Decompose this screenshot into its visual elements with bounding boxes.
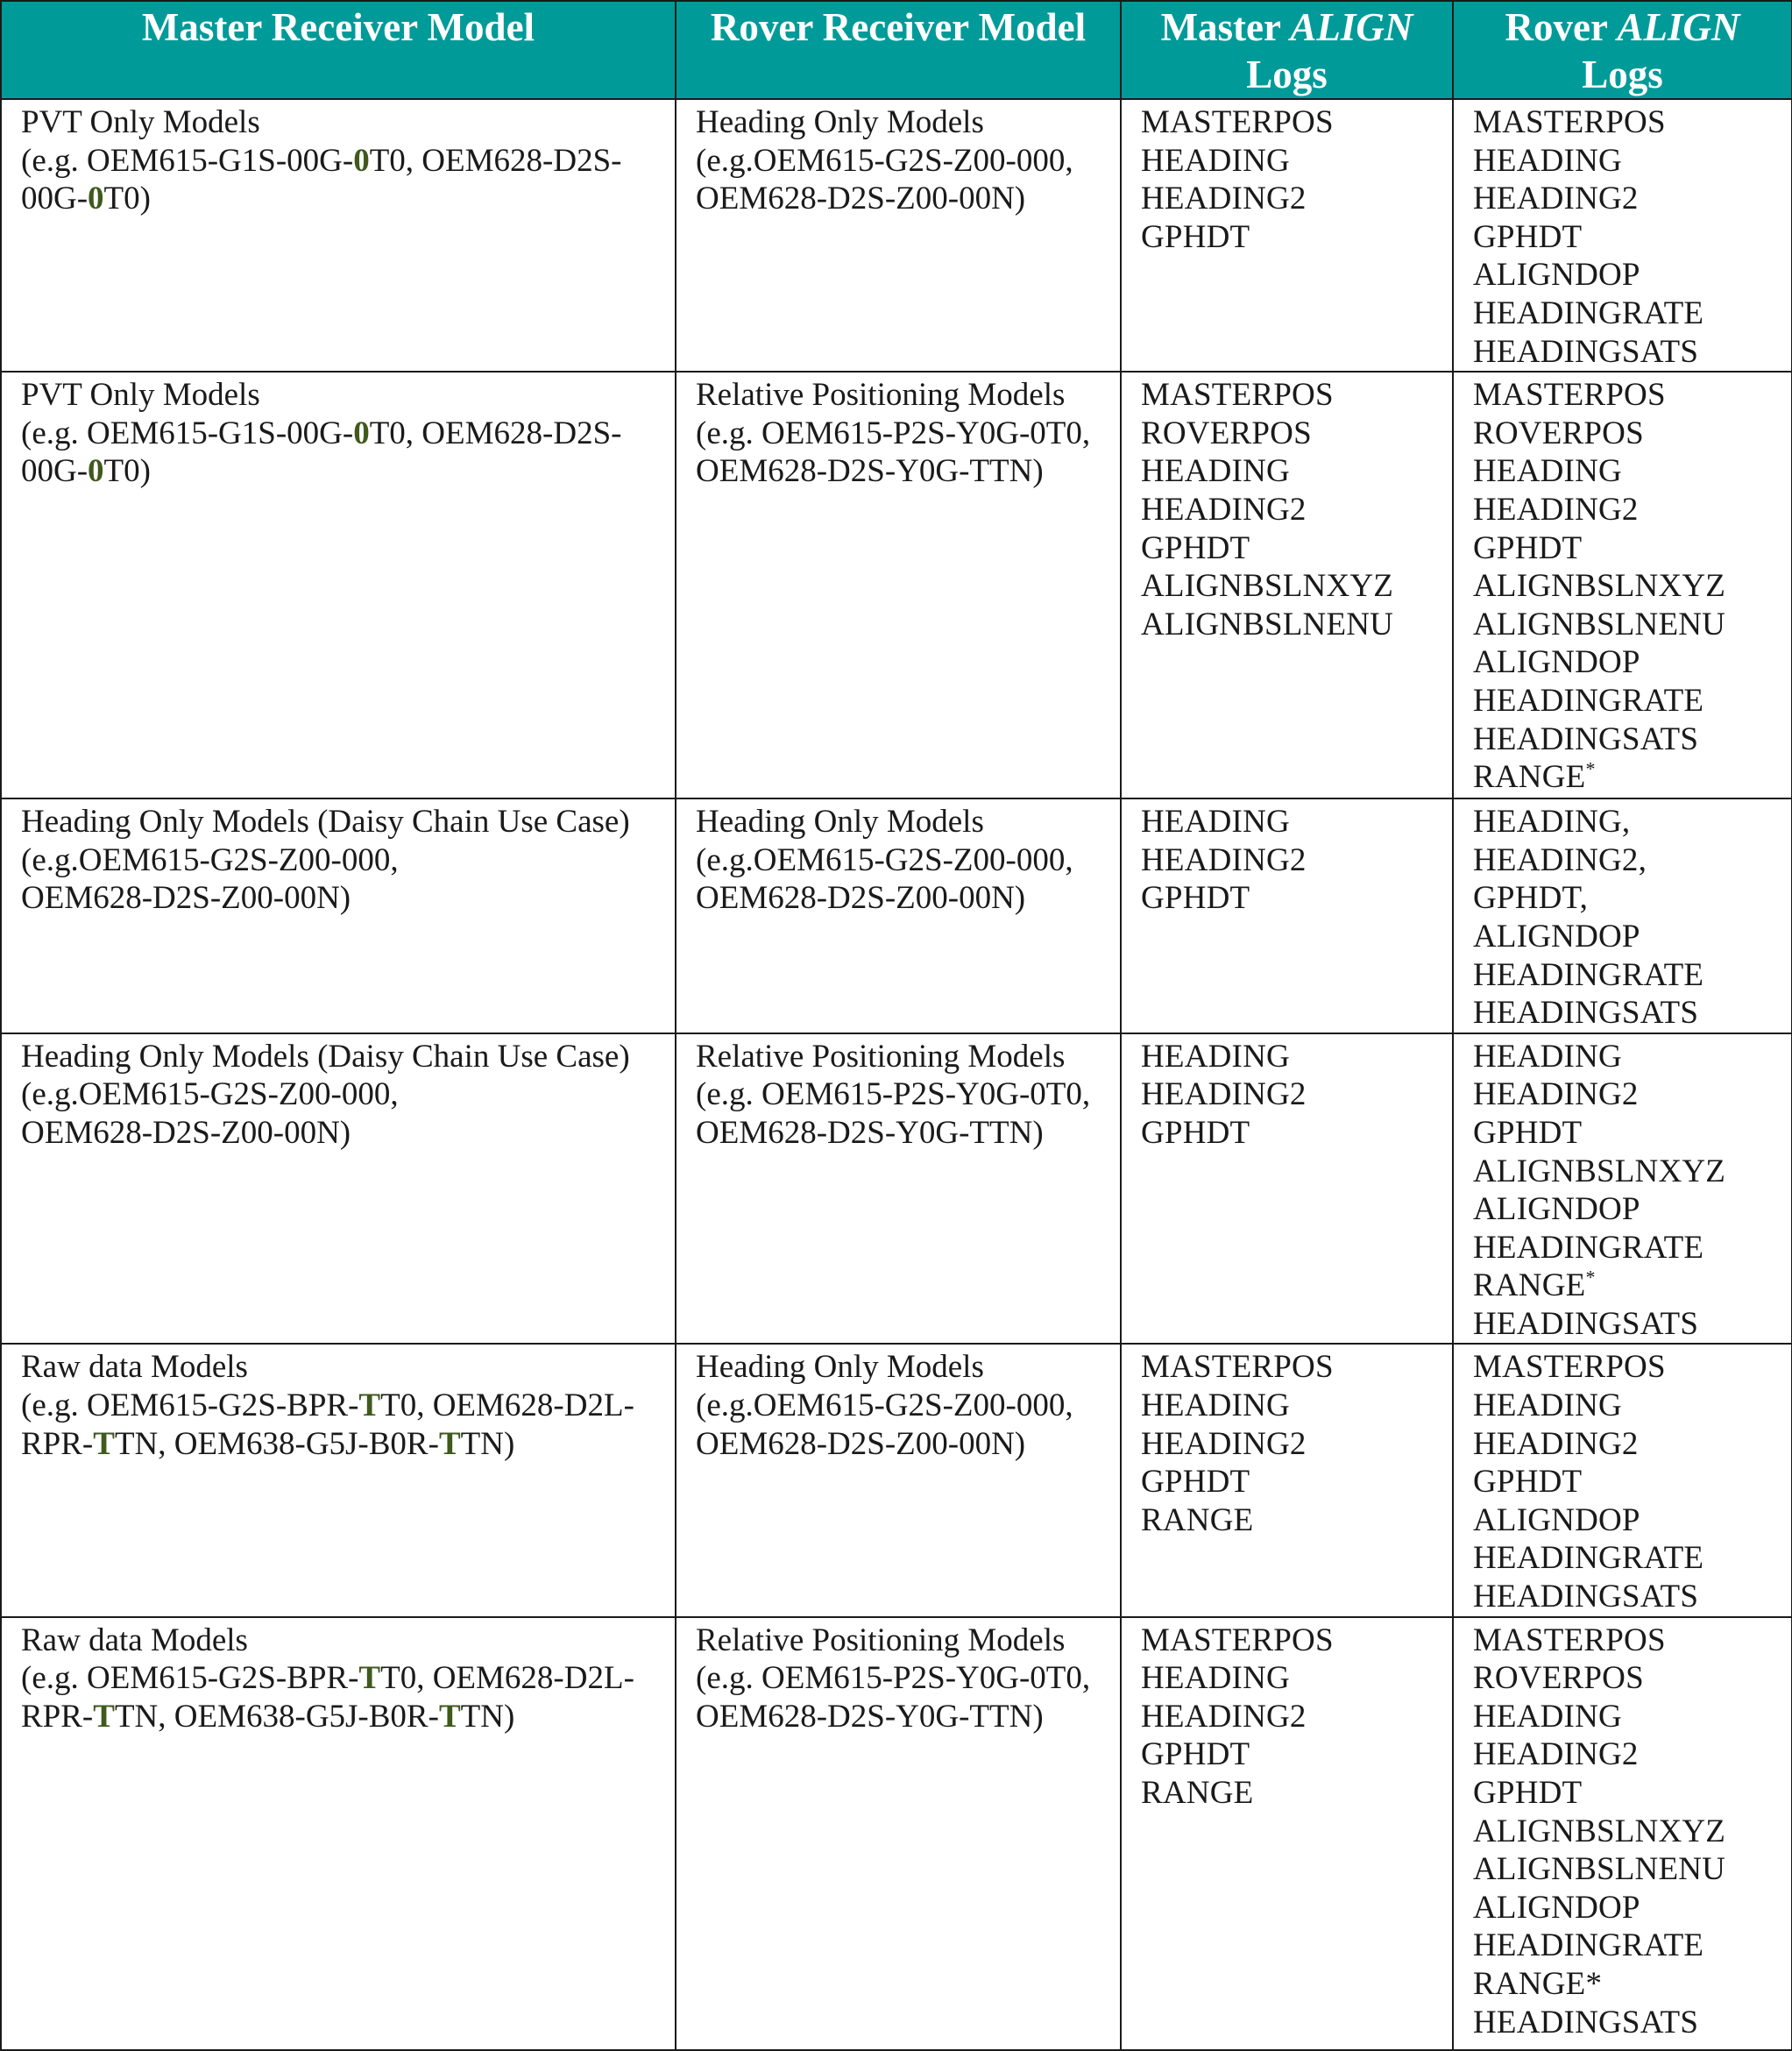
log-name: HEADINGSATS: [1473, 2004, 1699, 2040]
master-logs-cell: [1121, 1344, 1453, 1616]
log-name: MASTERPOS: [1141, 1349, 1334, 1386]
log-name: RANGE: [1141, 1775, 1254, 1811]
log-name: ALIGNBSLNXYZ: [1141, 568, 1394, 605]
model-example-line: (e.g.OEM615-G2S-Z00-000,: [696, 1387, 1073, 1424]
highlighted-char: T: [438, 1698, 461, 1735]
master-model-cell: [1, 1617, 676, 2050]
log-name: GPHDT: [1141, 1464, 1250, 1501]
rover-model-cell: [676, 1033, 1121, 1345]
master-model-cell: [1, 798, 676, 1033]
log-name: ALIGNDOP: [1473, 644, 1640, 681]
log-name: ALIGNDOP: [1473, 918, 1640, 955]
header-master-receiver-model: [1, 1, 676, 99]
footnote-marker: *: [1585, 757, 1596, 780]
model-title: Raw data Models: [21, 1622, 248, 1658]
model-example-line: OEM628-D2S-Z00-00N): [696, 1425, 1026, 1462]
log-name: GPHDT: [1141, 529, 1250, 566]
log-name: HEADING: [1141, 804, 1290, 841]
log-name: HEADING2: [1141, 1698, 1307, 1735]
rover-logs-cell: [1453, 1617, 1792, 2050]
header-rover-align-logs: [1453, 1, 1792, 99]
model-example-line: (e.g. OEM615-G1S-00G-0T0, OEM628-D2S-: [21, 142, 622, 179]
header-label-em: ALIGN: [1290, 5, 1413, 49]
model-title: Raw data Models: [21, 1349, 248, 1386]
log-name: HEADING2: [1141, 1076, 1307, 1113]
model-example-line: (e.g.OEM615-G2S-Z00-000,: [21, 1076, 399, 1113]
log-name: HEADING: [1141, 1038, 1290, 1075]
log-name: RANGE: [1141, 1501, 1254, 1538]
table-row: [1, 1344, 1792, 1616]
header-label: Master Receiver Model: [141, 5, 535, 49]
log-name: HEADING: [1473, 453, 1622, 490]
table-row: [1, 1033, 1792, 1345]
header-label-em: ALIGN: [1617, 5, 1740, 49]
log-name: HEADINGSATS: [1473, 995, 1699, 1032]
log-name: HEADINGSATS: [1473, 1579, 1699, 1615]
log-name: GPHDT: [1141, 1114, 1250, 1151]
rover-model-cell: [676, 372, 1121, 798]
header-master-align-logs: [1121, 1, 1453, 99]
model-title: Heading Only Models: [696, 1349, 984, 1386]
log-name: ROVERPOS: [1473, 415, 1644, 451]
log-name: ALIGNBSLNENU: [1141, 606, 1394, 642]
header-label: Master: [1160, 5, 1291, 49]
log-name: HEADINGRATE: [1473, 682, 1704, 719]
log-name: GPHDT: [1141, 218, 1250, 255]
log-name: HEADING: [1473, 1387, 1622, 1424]
header-label: Logs: [1582, 53, 1663, 96]
rover-logs-cell: [1453, 798, 1792, 1033]
master-model-cell: [1, 372, 676, 798]
model-title: Heading Only Models: [696, 104, 984, 140]
model-example-line: OEM628-D2S-Z00-00N): [696, 181, 1026, 217]
log-name: HEADING: [1141, 142, 1290, 179]
master-model-cell: [1, 1033, 676, 1345]
master-logs-cell: [1121, 798, 1453, 1033]
model-example-line: OEM628-D2S-Z00-00N): [21, 1114, 351, 1151]
log-name: ALIGNDOP: [1473, 1191, 1640, 1228]
log-name: MASTERPOS: [1473, 377, 1666, 414]
log-name: HEADINGRATE: [1473, 1229, 1704, 1266]
model-title: PVT Only Models: [21, 377, 260, 414]
log-name: HEADING,: [1473, 804, 1631, 841]
model-example-line: RPR-TTN, OEM638-G5J-B0R-TTN): [21, 1698, 515, 1735]
log-name: HEADING2: [1141, 841, 1307, 878]
log-name: HEADING2: [1473, 181, 1639, 217]
log-name: HEADING2: [1473, 491, 1639, 528]
highlighted-char: 0: [353, 142, 370, 179]
log-name: HEADING2: [1141, 491, 1307, 528]
log-name: HEADINGSATS: [1473, 720, 1699, 757]
model-title: Relative Positioning Models: [696, 1622, 1066, 1658]
model-example-line: (e.g. OEM615-G1S-00G-0T0, OEM628-D2S-: [21, 415, 622, 451]
log-name: HEADING: [1141, 453, 1290, 490]
log-name: HEADINGRATE: [1473, 1927, 1704, 1964]
rover-model-cell: [676, 1344, 1121, 1616]
log-name: HEADING: [1473, 142, 1622, 179]
log-name: GPHDT: [1473, 218, 1583, 255]
log-name: GPHDT: [1473, 1464, 1583, 1501]
log-name: GPHDT: [1473, 1775, 1583, 1811]
log-name: HEADING: [1141, 1660, 1290, 1697]
log-name: HEADING2: [1141, 181, 1307, 217]
log-name: HEADING2: [1473, 1076, 1639, 1113]
master-model-cell: [1, 99, 676, 372]
highlighted-char: T: [358, 1387, 381, 1424]
log-name: HEADINGSATS: [1473, 1305, 1699, 1342]
log-name: HEADINGRATE: [1473, 1540, 1704, 1577]
highlighted-char: 0: [88, 181, 104, 217]
rover-logs-cell: [1453, 1033, 1792, 1345]
log-name: HEADING2: [1473, 1425, 1639, 1462]
master-logs-cell: [1121, 372, 1453, 798]
header-row: [1, 1, 1792, 99]
rover-model-cell: [676, 1617, 1121, 2050]
model-title: Heading Only Models (Daisy Chain Use Case): [21, 1038, 630, 1075]
model-example-line: (e.g.OEM615-G2S-Z00-000,: [696, 142, 1073, 179]
log-name: ALIGNBSLNXYZ: [1473, 1153, 1726, 1189]
log-name: GPHDT: [1473, 529, 1583, 566]
master-logs-cell: [1121, 99, 1453, 372]
log-name: ALIGNBSLNXYZ: [1473, 568, 1726, 605]
model-example-line: (e.g.OEM615-G2S-Z00-000,: [21, 841, 399, 878]
model-example-line: OEM628-D2S-Y0G-TTN): [696, 1698, 1044, 1735]
log-name: GPHDT: [1473, 1114, 1583, 1151]
model-example-line: OEM628-D2S-Z00-00N): [696, 880, 1026, 917]
rover-logs-cell: [1453, 372, 1792, 798]
model-example-line: RPR-TTN, OEM638-G5J-B0R-TTN): [21, 1425, 515, 1462]
header-label: Rover: [1505, 5, 1618, 49]
model-title: Relative Positioning Models: [696, 377, 1066, 414]
log-name: HEADINGSATS: [1473, 333, 1699, 370]
log-name: ALIGNDOP: [1473, 1501, 1640, 1538]
log-name: MASTERPOS: [1473, 1349, 1666, 1386]
model-example-line: (e.g. OEM615-P2S-Y0G-0T0,: [696, 1076, 1091, 1113]
model-example-line: (e.g. OEM615-P2S-Y0G-0T0,: [696, 1660, 1091, 1697]
model-title: PVT Only Models: [21, 104, 260, 140]
log-name: HEADING: [1473, 1698, 1622, 1735]
log-name: HEADING2,: [1473, 841, 1647, 878]
table-row: [1, 798, 1792, 1033]
log-name: HEADING: [1473, 1038, 1622, 1075]
log-name: MASTERPOS: [1141, 104, 1334, 140]
log-name: ALIGNBSLNENU: [1473, 606, 1726, 642]
model-title: Heading Only Models (Daisy Chain Use Case): [21, 804, 630, 841]
log-name: ROVERPOS: [1473, 1660, 1644, 1697]
log-name: MASTERPOS: [1473, 104, 1666, 140]
rover-model-cell: [676, 798, 1121, 1033]
master-model-cell: [1, 1344, 676, 1616]
log-name: ALIGNBSLNENU: [1473, 1851, 1726, 1888]
log-name: ALIGNDOP: [1473, 1889, 1640, 1926]
model-example-line: (e.g. OEM615-G2S-BPR-TT0, OEM628-D2L-: [21, 1660, 634, 1697]
highlighted-char: 0: [353, 415, 370, 451]
highlighted-char: 0: [88, 453, 104, 490]
model-example-line: OEM628-D2S-Y0G-TTN): [696, 1114, 1044, 1151]
model-example-line: 00G-0T0): [21, 453, 151, 490]
highlighted-char: T: [438, 1425, 461, 1462]
footnote-marker: *: [1585, 1266, 1596, 1288]
log-name: ROVERPOS: [1141, 415, 1312, 451]
model-example-line: OEM628-D2S-Z00-00N): [21, 880, 351, 917]
log-name: RANGE*: [1473, 1266, 1596, 1304]
log-name: HEADING: [1141, 1387, 1290, 1424]
log-name: GPHDT: [1141, 1736, 1250, 1773]
highlighted-char: T: [93, 1425, 115, 1462]
highlighted-char: T: [93, 1698, 115, 1735]
master-logs-cell: [1121, 1033, 1453, 1345]
model-example-line: OEM628-D2S-Y0G-TTN): [696, 453, 1044, 490]
table-row: [1, 372, 1792, 798]
header-label: Logs: [1246, 53, 1328, 96]
model-example-line: (e.g. OEM615-P2S-Y0G-0T0,: [696, 415, 1091, 451]
model-title: Relative Positioning Models: [696, 1038, 1066, 1075]
log-name: MASTERPOS: [1473, 1622, 1666, 1658]
header-rover-receiver-model: [676, 1, 1121, 99]
log-name: HEADINGRATE: [1473, 956, 1704, 993]
table-row: [1, 99, 1792, 372]
model-example-line: 00G-0T0): [21, 181, 151, 217]
log-name: GPHDT,: [1473, 880, 1589, 917]
table-row: [1, 1617, 1792, 2050]
master-logs-cell: [1121, 1617, 1453, 2050]
log-name: HEADING2: [1473, 1736, 1639, 1773]
log-name: MASTERPOS: [1141, 1622, 1334, 1658]
log-name: GPHDT: [1141, 880, 1250, 917]
rover-model-cell: [676, 99, 1121, 372]
model-example-line: (e.g.OEM615-G2S-Z00-000,: [696, 841, 1073, 878]
rover-logs-cell: [1453, 99, 1792, 372]
rover-logs-cell: [1453, 1344, 1792, 1616]
log-name: HEADINGRATE: [1473, 295, 1704, 331]
log-name: RANGE*: [1473, 1965, 1603, 2002]
log-name: MASTERPOS: [1141, 377, 1334, 414]
log-name: HEADING2: [1141, 1425, 1307, 1462]
header-label: Rover Receiver Model: [710, 5, 1087, 49]
log-name: ALIGNBSLNXYZ: [1473, 1813, 1726, 1849]
log-name: ALIGNDOP: [1473, 257, 1640, 294]
model-title: Heading Only Models: [696, 804, 984, 841]
highlighted-char: T: [358, 1660, 381, 1697]
model-example-line: (e.g. OEM615-G2S-BPR-TT0, OEM628-D2L-: [21, 1387, 634, 1424]
log-name: RANGE*: [1473, 757, 1596, 796]
